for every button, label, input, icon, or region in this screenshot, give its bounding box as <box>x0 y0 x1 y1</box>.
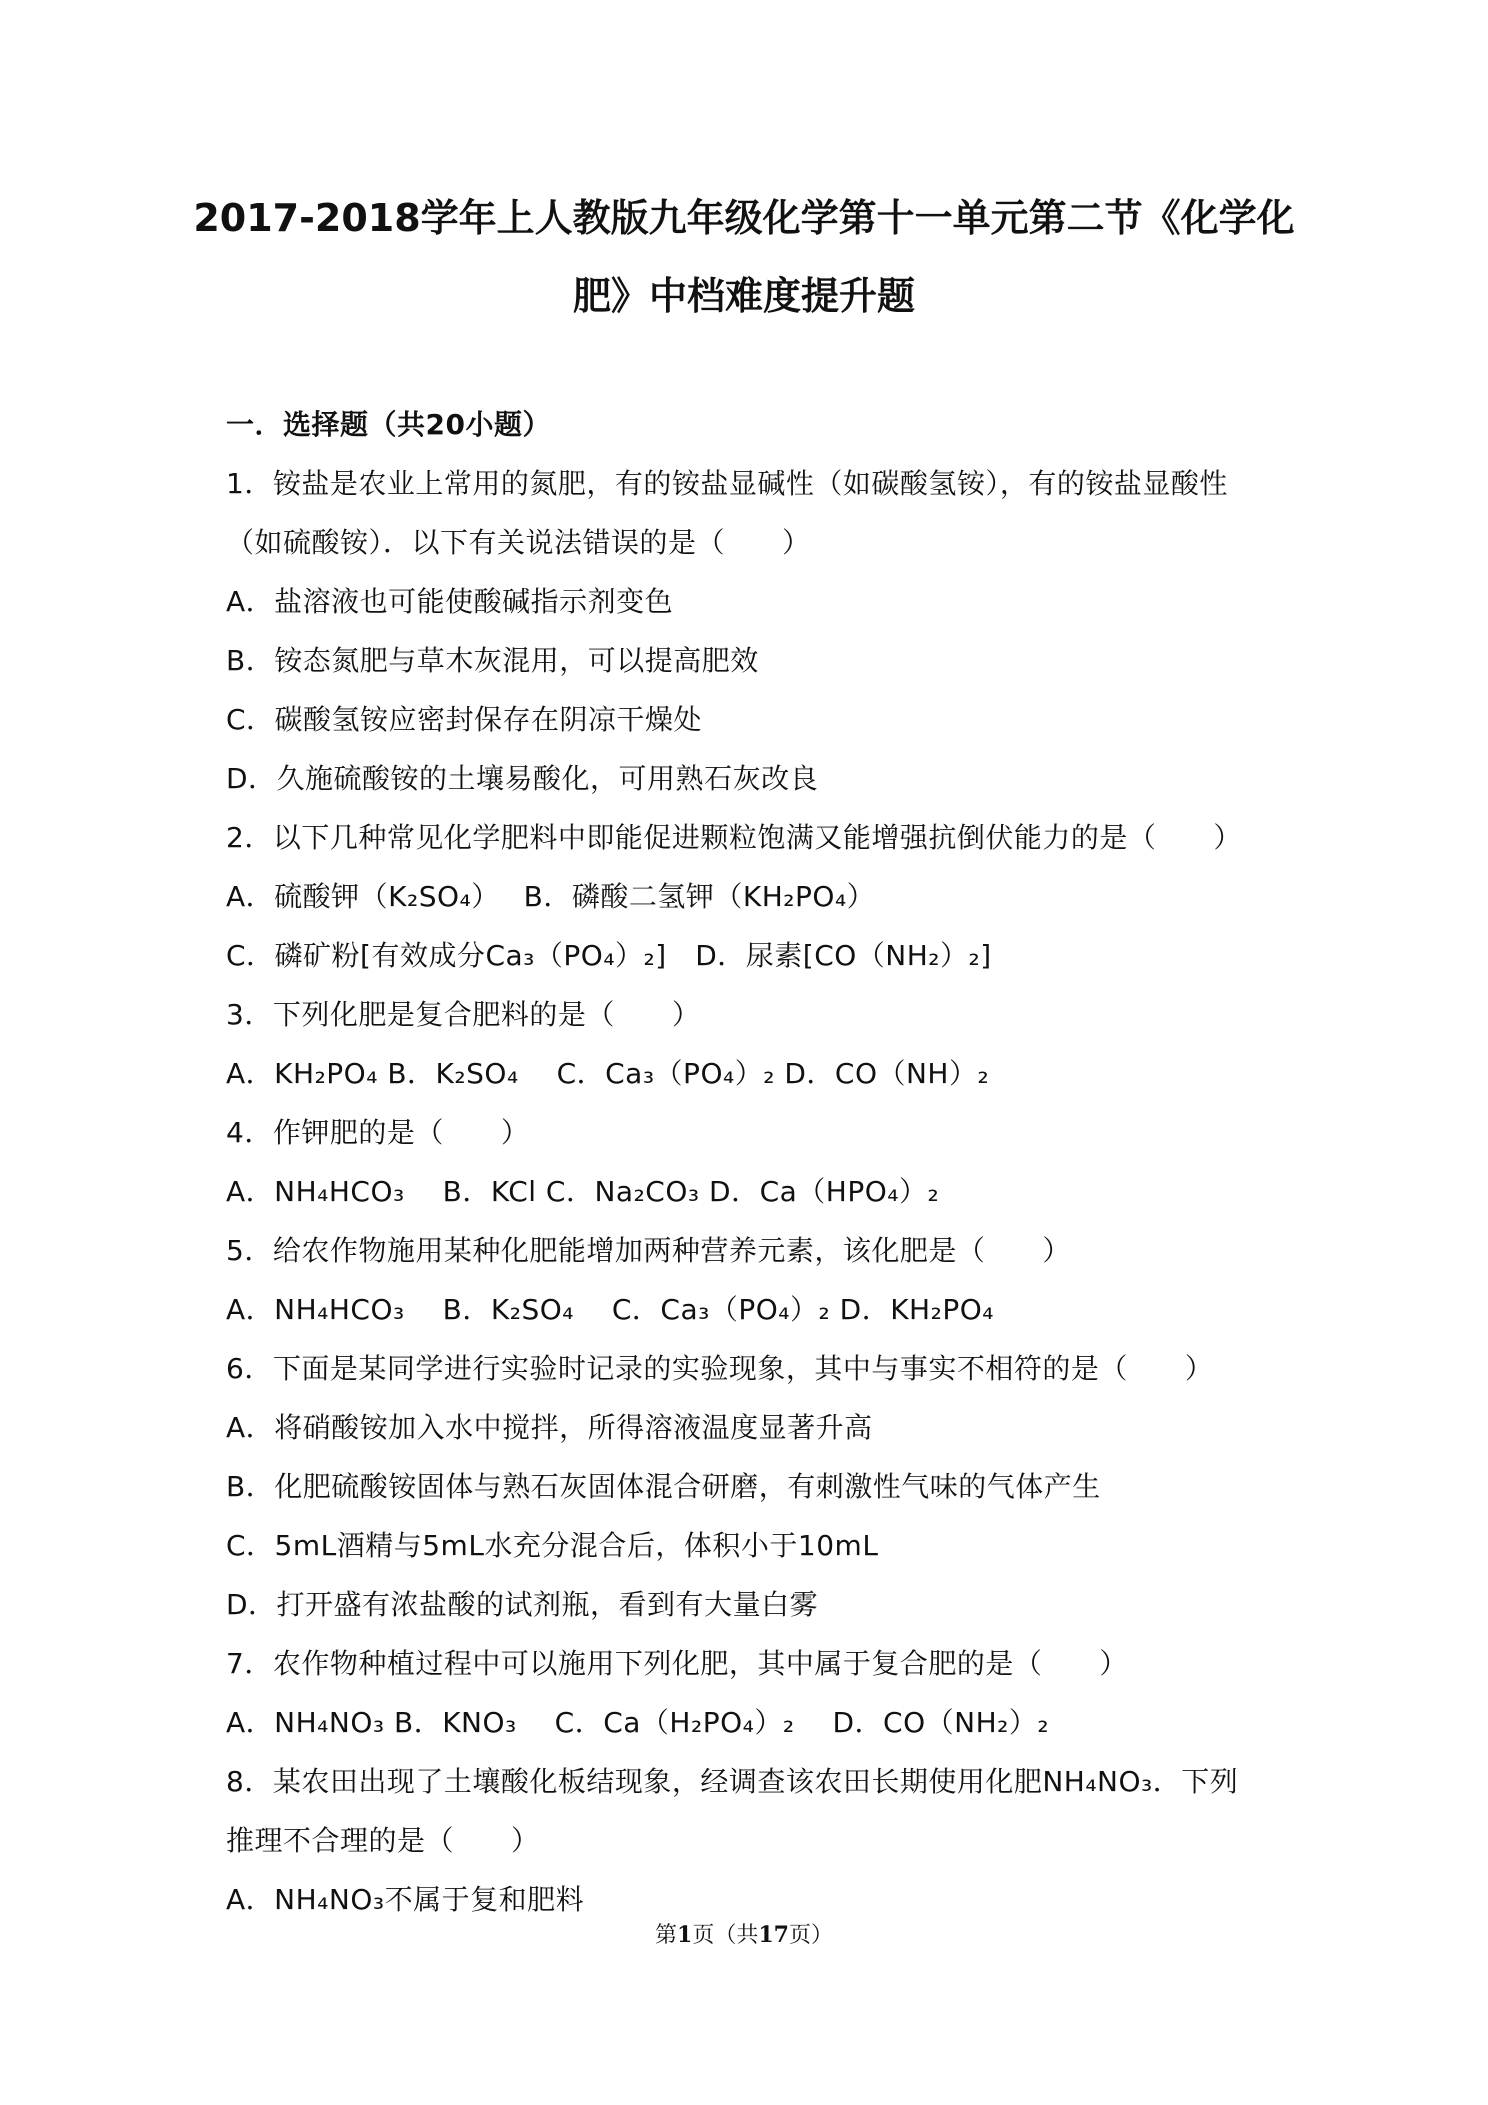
question-line: 3．下列化肥是复合肥料的是（ ） <box>226 998 701 1031</box>
question-line: 1．铵盐是农业上常用的氮肥，有的铵盐显碱性（如碳酸氢铵），有的铵盐显酸性 <box>226 467 1228 500</box>
footer-prefix: 第 <box>655 1923 678 1948</box>
footer-suffix: 页） <box>788 1923 833 1948</box>
option-line: A．NH₄NO₃ B．KNO₃ C．Ca（H₂PO₄）₂ D．CO（NH₂）₂ <box>226 1706 1050 1739</box>
option-line: A．NH₄HCO₃ B．K₂SO₄ C．Ca₃（PO₄）₂ D．KH₂PO₄ <box>226 1293 994 1326</box>
option-line: B．化肥硫酸铵固体与熟石灰固体混合研磨，有刺激性气味的气体产生 <box>226 1470 1101 1503</box>
question-line: 8．某农田出现了土壤酸化板结现象，经调查该农田长期使用化肥NH₄NO₃．下列 <box>226 1765 1239 1798</box>
question-line: 7．农作物种植过程中可以施用下列化肥，其中属于复合肥的是（ ） <box>226 1647 1128 1680</box>
option-line: C．碳酸氢铵应密封保存在阴凉干燥处 <box>226 703 703 736</box>
option-line: A．将硝酸铵加入水中搅拌，所得溶液温度显著升高 <box>226 1411 873 1444</box>
section-heading: 一．选择题（共20小题） <box>226 408 551 441</box>
page-footer <box>0 1922 1488 1949</box>
document-title-line-2: 肥》中档难度提升题 <box>572 274 915 318</box>
option-line: A．NH₄HCO₃ B．KCl C．Na₂CO₃ D．Ca（HPO₄）₂ <box>226 1175 940 1208</box>
question-line: 4．作钾肥的是（ ） <box>226 1116 530 1149</box>
option-line: C．磷矿粉[有效成分Ca₃（PO₄）₂] D．尿素[CO（NH₂）₂] <box>226 939 992 972</box>
footer-page-total: 17 <box>758 1922 789 1948</box>
question-line: 推理不合理的是（ ） <box>226 1824 540 1857</box>
option-line: A．硫酸钾（K₂SO₄） B．磷酸二氢钾（KH₂PO₄） <box>226 880 876 913</box>
footer-page-number: 1 <box>677 1922 693 1948</box>
question-line: 6．下面是某同学进行实验时记录的实验现象，其中与事实不相符的是（ ） <box>226 1352 1214 1385</box>
option-line: A．KH₂PO₄ B．K₂SO₄ C．Ca₃（PO₄）₂ D．CO（NH）₂ <box>226 1057 990 1090</box>
question-line: 5．给农作物施用某种化肥能增加两种营养元素，该化肥是（ ） <box>226 1234 1071 1267</box>
document-title-line-1: 2017-2018学年上人教版九年级化学第十一单元第二节《化学化 <box>193 196 1295 240</box>
question-line: 2．以下几种常见化学肥料中即能促进颗粒饱满又能增强抗倒伏能力的是（ ） <box>226 821 1242 854</box>
option-line: C．5mL酒精与5mL水充分混合后，体积小于10mL <box>226 1529 879 1562</box>
question-line: （如硫酸铵）．以下有关说法错误的是（ ） <box>226 526 811 559</box>
option-line: D．打开盛有浓盐酸的试剂瓶，看到有大量白雾 <box>226 1588 819 1621</box>
option-line: A．NH₄NO₃不属于复和肥料 <box>226 1883 585 1916</box>
option-line: D．久施硫酸铵的土壤易酸化，可用熟石灰改良 <box>226 762 819 795</box>
option-line: A．盐溶液也可能使酸碱指示剂变色 <box>226 585 674 618</box>
footer-middle: 页（共 <box>692 1923 759 1948</box>
option-line: B．铵态氮肥与草木灰混用，可以提高肥效 <box>226 644 759 677</box>
